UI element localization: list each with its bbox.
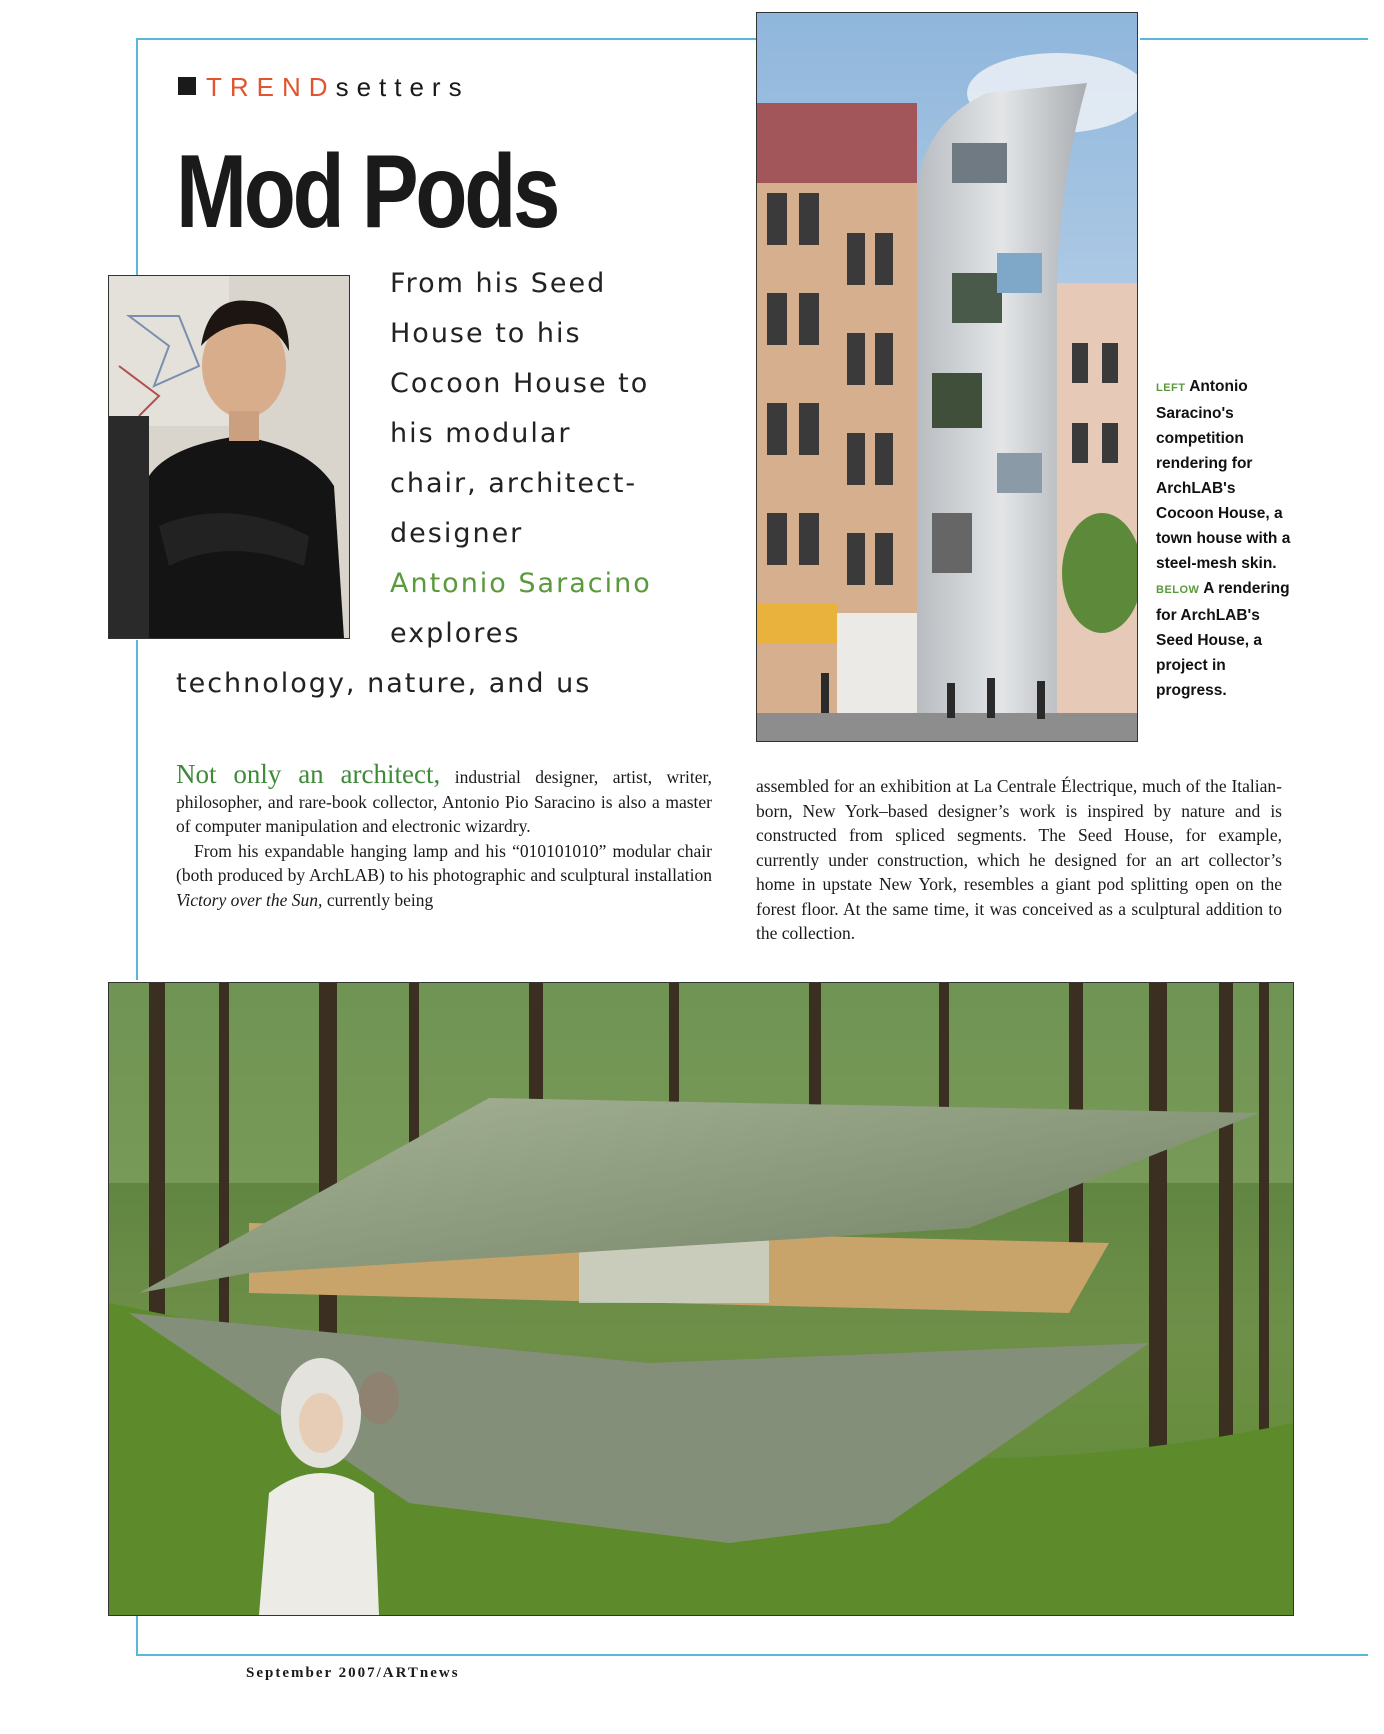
deck-line-4: his modular (390, 418, 572, 449)
deck-line-1: From his Seed (390, 268, 607, 299)
deck-line-2: House to his (390, 318, 582, 349)
deck-last-line: technology, nature, and us (176, 668, 592, 699)
page-folio: September 2007/ARTnews (246, 1665, 460, 1681)
paragraph-2-start: From his expandable hanging lamp and his “010101010” modular chair (both produced by ArchLAB) to his photographic and sculptural installation (176, 840, 712, 885)
bottom-rule (136, 1654, 1368, 1656)
paragraph-2-italic: Victory over the Sun, (176, 889, 323, 910)
paragraph-2-end: currently being (326, 889, 434, 910)
deck-line-explores: explores (390, 618, 521, 649)
caption-text-left: Antonio Saracino's competition rendering for ArchLAB's Cocoon House, a town house with a steel-mesh skin. (1156, 378, 1291, 572)
body-column-1 (176, 759, 713, 912)
deck-line-5: chair, architect- (390, 468, 638, 499)
left-rule-top (136, 38, 138, 278)
caption-text-below: A rendering for ArchLAB's Seed House, a project in progress. (1156, 580, 1290, 699)
body-column-2: assembled for an exhibition at La Centrale Électrique, much of the Italian-born, New York–based designer’s work is inspired by nature and is constructed from spliced segments. The Seed House, for example, currently under construction, which he designed for an art collector’s home in upstate New York, resembles a giant pod splitting open on the forest floor. At the same time, it was conceived as a sculptural addition to the collection. (756, 776, 1282, 943)
caption-tag-left: LEFT (1156, 382, 1186, 394)
seed-house-photo (108, 982, 1294, 1616)
deck-line-6: designer (390, 518, 524, 549)
kicker-rest: setters (335, 72, 470, 102)
page-title: Mod Pods (176, 134, 558, 250)
section-kicker (178, 72, 470, 103)
left-rule-bottom (136, 1610, 138, 1655)
portrait-photo (108, 275, 350, 639)
top-rule-left (136, 38, 756, 40)
left-rule-mid (136, 640, 138, 980)
photo-caption (1156, 374, 1296, 703)
paragraph-2 (176, 839, 712, 913)
lead-in: Not only an architect, (176, 759, 441, 789)
kicker-square-icon (178, 77, 196, 95)
cocoon-house-photo (756, 12, 1138, 742)
deck-name: Antonio Saracino (390, 568, 652, 599)
caption-tag-below: BELOW (1156, 584, 1200, 596)
kicker-accent: TREND (206, 72, 336, 102)
paragraph-1: industrial designer, artist, writer, philosopher, and rare-book collector, Antonio Pio Saracino is also a master of computer manipulation and electronic wizardry. (176, 767, 713, 836)
deck-line-3: Cocoon House to (390, 368, 650, 399)
top-rule-right (1140, 38, 1368, 40)
